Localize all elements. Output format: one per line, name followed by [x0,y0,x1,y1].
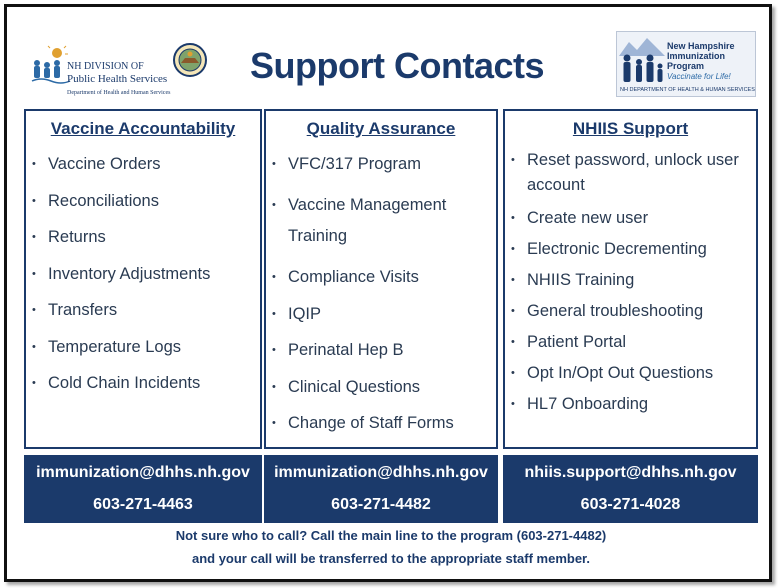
contact-email-link[interactable]: nhiis.support@dhhs.nh.gov [524,464,737,481]
contact-email-link[interactable]: immunization@dhhs.nh.gov [36,464,250,481]
list-item: • Cold Chain Incidents [26,372,260,394]
list-item: • Temperature Logs [26,336,260,358]
contact-phone: 603-271-4463 [93,496,193,513]
nhiis-support-contact [503,455,758,523]
logo-tagline: Vaccinate for Life! [667,72,731,81]
logo-department-line: NH DEPARTMENT OF HEALTH & HUMAN SERVICES [620,87,755,93]
column-heading: Vaccine Accountability [50,119,236,138]
list-item: • HL7 Onboarding [505,393,756,415]
list-item: • Opt In/Opt Out Questions [505,362,756,384]
logo-org-name: Public Health Services [67,73,168,85]
list-item: • Vaccine Orders [26,153,260,175]
logo-immunization-line: Immunization [667,51,725,61]
list-item: • IQIP [266,303,496,325]
vaccine-accountability-contact [24,455,262,523]
contact-email-link[interactable]: immunization@dhhs.nh.gov [274,464,488,481]
contact-phone: 603-271-4028 [580,496,681,513]
topic-list [26,153,260,394]
list-item: • Reconciliations [26,190,260,212]
list-item: • Inventory Adjustments [26,263,260,285]
list-item: • Transfers [26,299,260,321]
logo-division-line: NH DIVISION OF [67,61,144,72]
footer-note-line2: and your call will be transferred to the appropriate staff member. [191,551,591,566]
state-seal-icon [173,43,207,77]
list-item: • Clinical Questions [266,376,496,398]
list-item: • VFC/317 Program [266,153,496,175]
logo-program-line: Program [667,61,705,71]
vaccine-accountability-column [24,109,262,449]
footer-note-line1: Not sure who to call? Call the main line to the program (603-271-4482) [175,528,607,543]
logo-department: Department of Health and Human Services [67,90,171,96]
page-title: Support Contacts [250,45,544,86]
list-item: • Reset password, unlock user account [505,148,756,198]
column-heading: NHIIS Support [572,119,689,138]
support-contacts-card [4,4,772,582]
people-sun-icon [31,45,71,85]
list-item: • Returns [26,226,260,248]
contact-phone: 603-271-4482 [331,496,431,513]
nh-immunization-program-logo [616,31,756,97]
list-item: • Perinatal Hep B [266,339,496,361]
logo-state-line: New Hampshire [667,41,735,51]
list-item: • NHIIS Training [505,269,756,291]
list-item: • Electronic Decrementing [505,238,756,260]
column-heading: Quality Assurance [306,119,456,138]
list-item: • General troubleshooting [505,300,756,322]
topic-list [505,148,756,415]
quality-assurance-contact [264,455,498,523]
list-item: • Change of Staff Forms [266,412,496,434]
list-item: • Vaccine Management Training [266,190,496,252]
list-item: • Patient Portal [505,331,756,353]
list-item: • Create new user [505,207,756,229]
nhiis-support-column [503,109,758,449]
quality-assurance-column [264,109,498,449]
topic-list [266,153,496,434]
family-icon [619,36,665,84]
list-item: • Compliance Visits [266,266,496,288]
